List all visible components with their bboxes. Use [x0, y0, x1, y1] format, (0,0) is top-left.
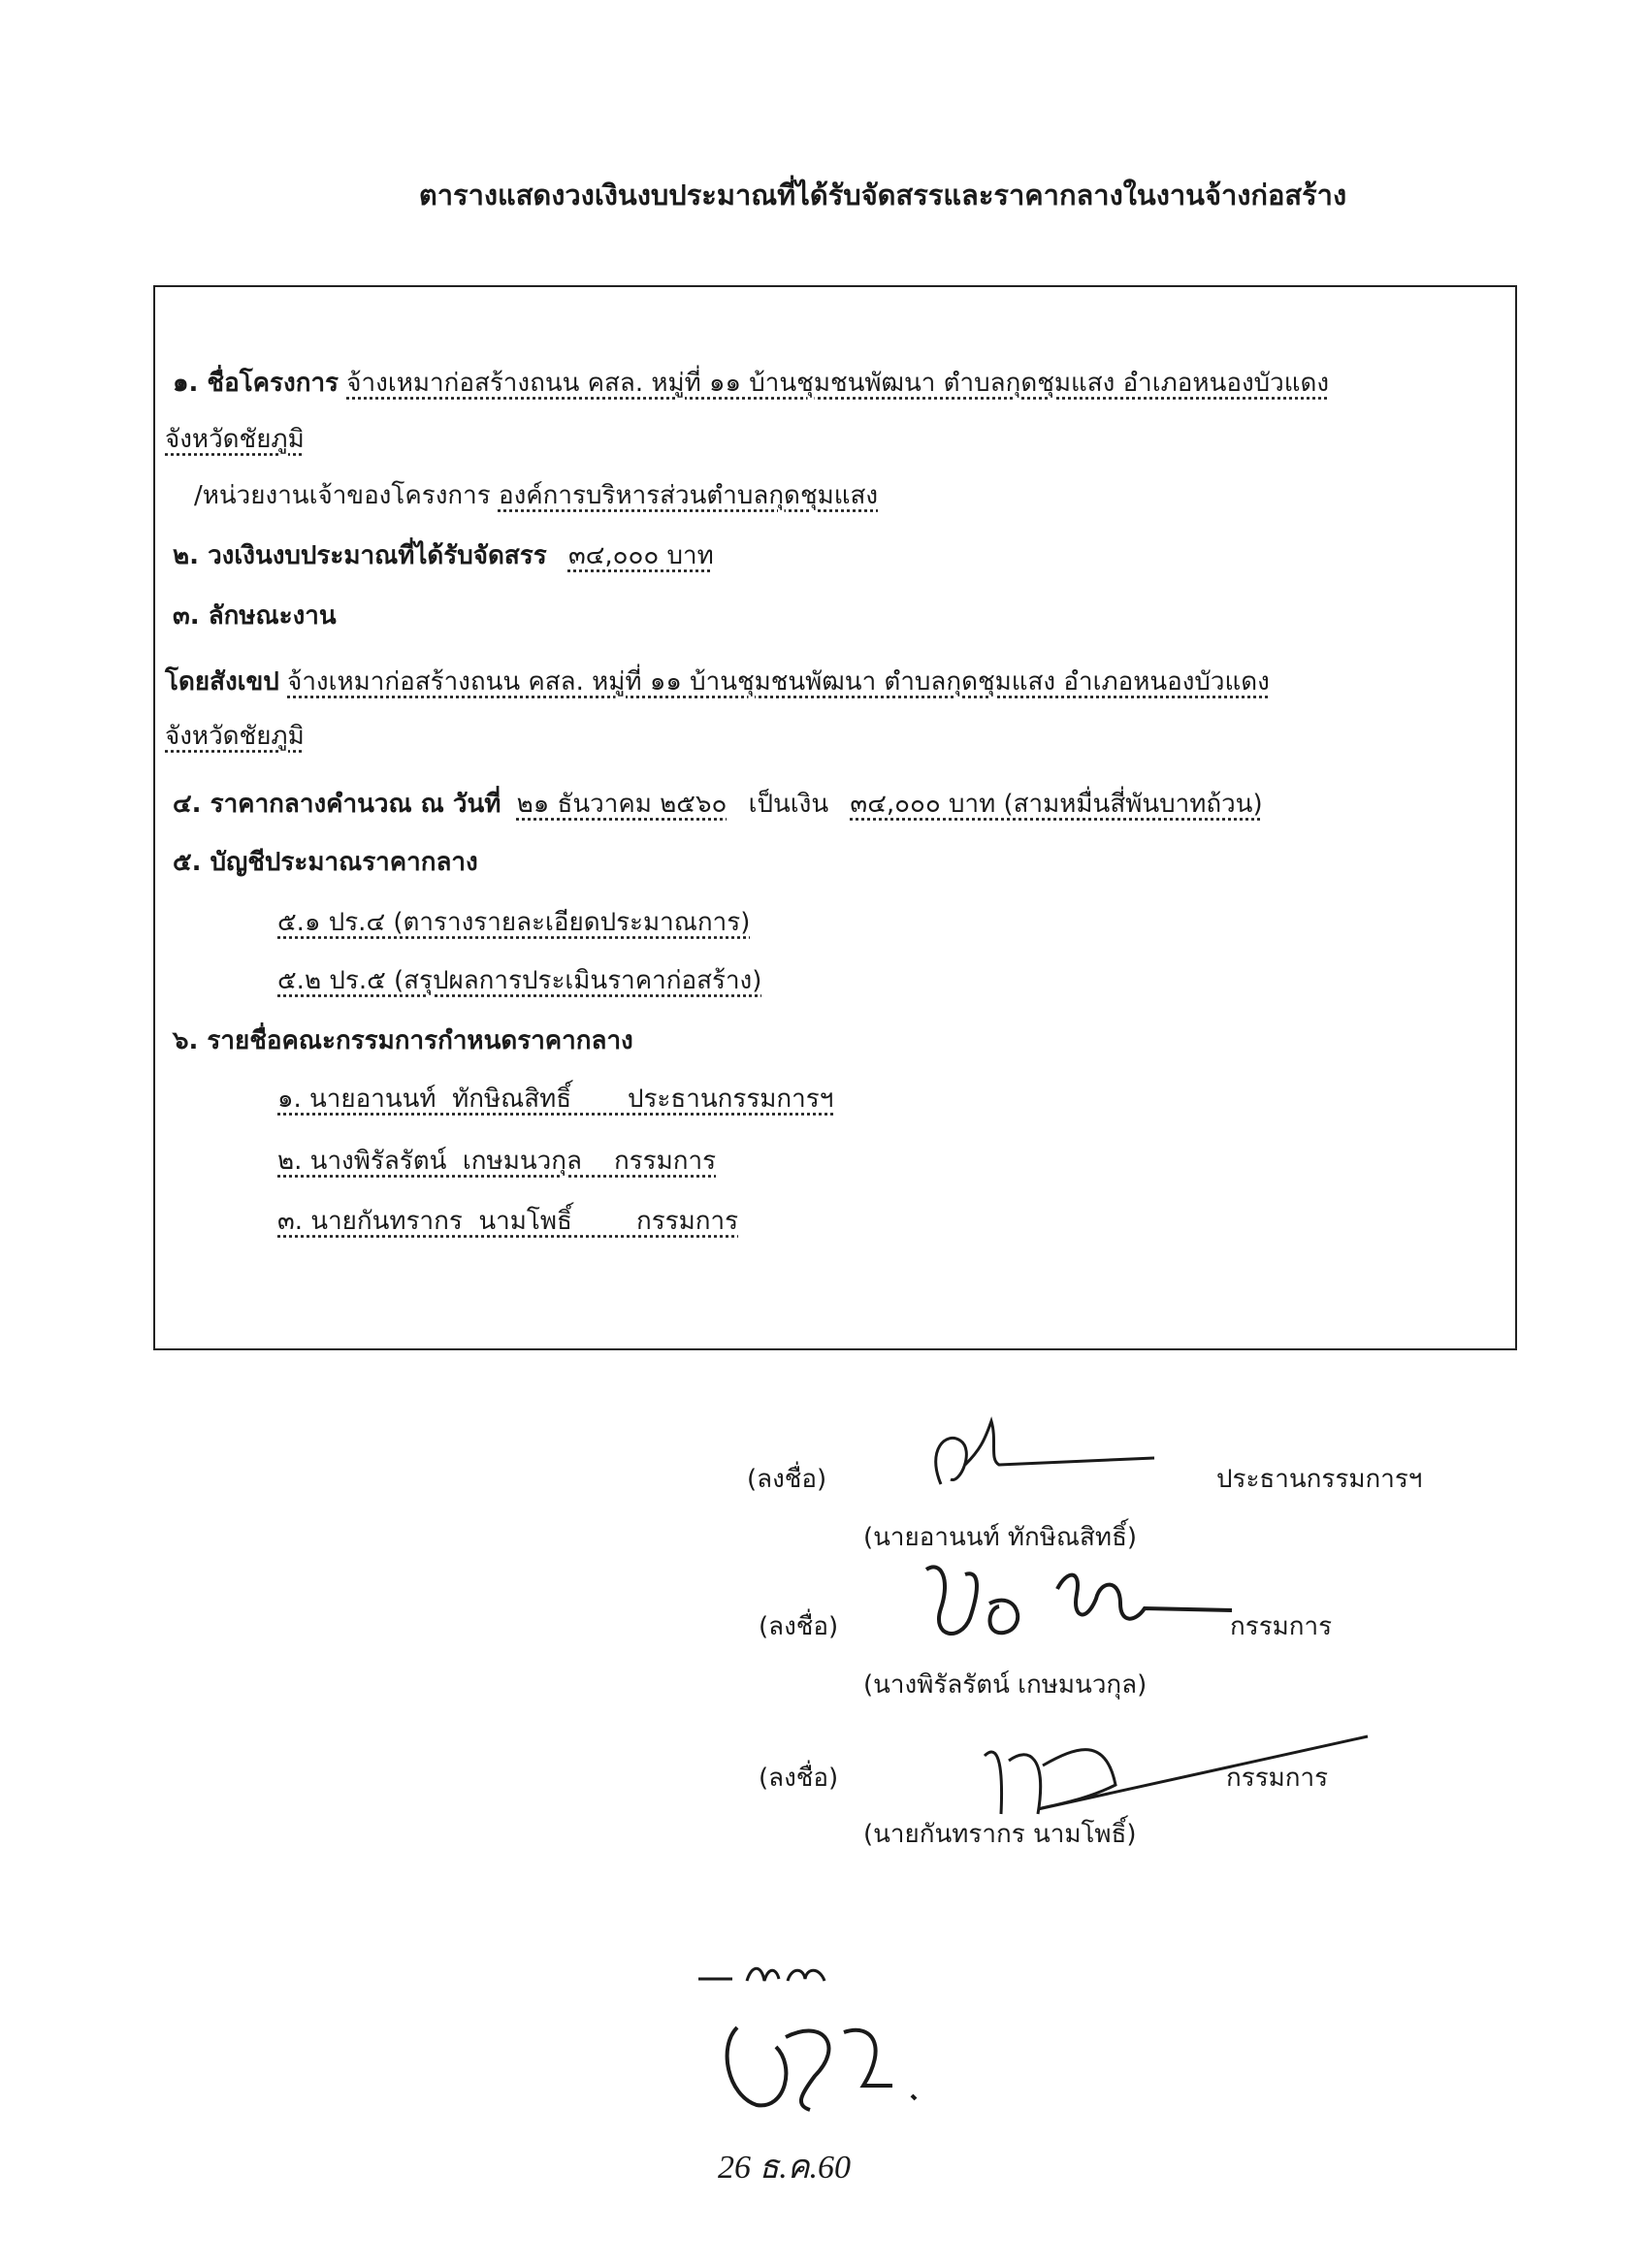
- sig1-prefix: (ลงชื่อ): [747, 1465, 827, 1494]
- sig1-name: (นายอานนท์ ทักษิณสิทธิ์): [863, 1523, 1138, 1552]
- handwritten-date: 26 ธ.ค.60: [718, 2150, 851, 2186]
- sig2-name: (นางพิรัลรัตน์ เกษมนวกุล): [863, 1670, 1148, 1700]
- committee-member-2: ๒. นางพิรัลรัตน์ เกษมนวกุล กรรมการ: [277, 1147, 717, 1176]
- item1-value-line2: จังหวัดชัยภูมิ: [165, 425, 305, 454]
- sig1-role: ประธานกรรมการฯ: [1216, 1465, 1423, 1494]
- item5-label: ๕. บัญชีประมาณราคากลาง: [173, 848, 478, 877]
- item4-amount-label: เป็นเงิน: [748, 790, 829, 819]
- sig3-role: กรรมการ: [1226, 1764, 1329, 1793]
- item2-label: ๒. วงเงินงบประมาณที่ได้รับจัดสรร: [173, 541, 547, 570]
- item5-sub-2: ๕.๒ ปร.๕ (สรุปผลการประเมินราคาก่อสร้าง): [277, 966, 762, 995]
- item4-row: [173, 788, 1263, 821]
- sig3-name: (นายกันทรากร นามโพธิ์): [863, 1820, 1137, 1849]
- item4-amount: ๓๔,๐๐๐ บาท (สามหมื่นสี่พันบาทถ้วน): [850, 790, 1263, 819]
- handwritten-note: [679, 1940, 989, 2192]
- item2-value: ๓๔,๐๐๐ บาท: [567, 541, 714, 570]
- item3-summary-value: จ้างเหมาก่อสร้างถนน คสล. หมู่ที่ ๑๑ บ้านชุมชนพัฒนา ตำบลกุดชุมแสง อำเภอหนองบัวแดง: [287, 667, 1270, 697]
- item4-date: ๒๑ ธันวาคม ๒๕๖๐: [516, 790, 728, 819]
- item3-label: ๓. ลักษณะงาน: [173, 601, 337, 631]
- item4-label: ๔. ราคากลางคำนวณ ณ วันที่: [173, 790, 501, 819]
- item3-summary-row: [165, 665, 1270, 698]
- item5-sub-1: ๕.๑ ปร.๔ (ตารางรายละเอียดประมาณการ): [277, 908, 751, 937]
- item3-summary-label: โดยสังเขป: [165, 667, 279, 697]
- item1-value: จ้างเหมาก่อสร้างถนน คสล. หมู่ที่ ๑๑ บ้านชุมชนพัฒนา ตำบลกุดชุมแสง อำเภอหนองบัวแดง: [346, 369, 1330, 398]
- agency-label: /หน่วยงานเจ้าของโครงการ: [194, 481, 491, 510]
- signature-1: [922, 1411, 1164, 1499]
- item3-summary-line2: จังหวัดชัยภูมิ: [165, 722, 305, 751]
- committee-member-1: ๑. นายอานนท์ ทักษิณสิทธิ์ ประธานกรรมการฯ: [277, 1085, 834, 1114]
- agency-row: [194, 479, 878, 512]
- item1-row: [173, 367, 1329, 400]
- sig3-prefix: (ลงชื่อ): [759, 1764, 839, 1793]
- sig2-prefix: (ลงชื่อ): [759, 1612, 839, 1641]
- item6-label: ๖. รายชื่อคณะกรรมการกำหนดราคากลาง: [173, 1026, 633, 1055]
- item2-row: [173, 539, 714, 572]
- page-title: ตารางแสดงวงเงินงบประมาณที่ได้รับจัดสรรและราคากลางในงานจ้างก่อสร้าง: [418, 178, 1347, 211]
- agency-value: องค์การบริหารส่วนตำบลกุดชุมแสง: [498, 481, 879, 510]
- signature-2: [912, 1550, 1242, 1657]
- item1-label: ๑. ชื่อโครงการ: [173, 369, 340, 398]
- committee-member-3: ๓. นายกันทรากร นามโพธิ์ กรรมการ: [277, 1207, 739, 1236]
- sig2-role: กรรมการ: [1230, 1612, 1333, 1641]
